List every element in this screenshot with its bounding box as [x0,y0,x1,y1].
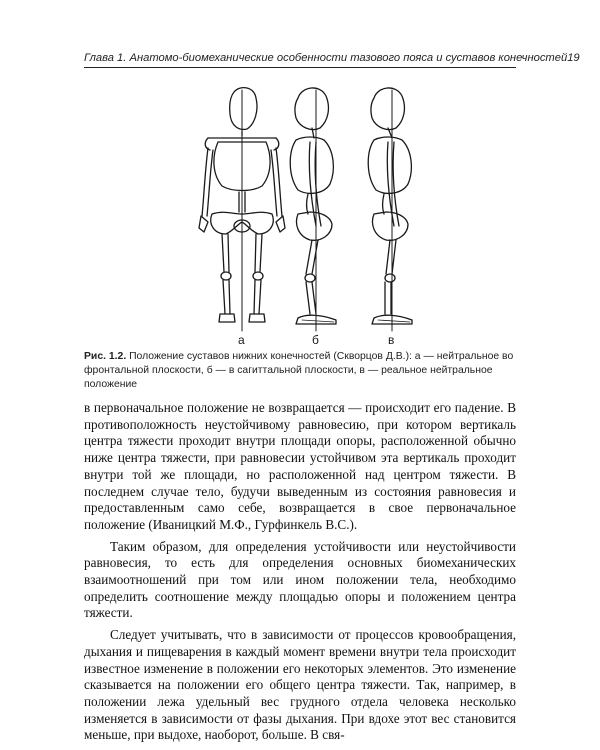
figure-label-b: б [312,333,319,347]
page-number: 19 [567,52,580,64]
running-head [84,52,580,68]
skeleton-frontal [199,88,285,331]
paragraph-3: Следует учитывать, что в зависимости от процессов кровообращения, дыхания и пищеварения в каждый момент времени внутри тела происходит известное изменение в положении его некоторых элементов. Это изменение сказывается на положении его общего центра тяжести. Так, например, в положении лежа удельный вес грудного отдела человека несколько изменяется в зависимости от фазы дыхания. При вдохе этот вес становится меньше, при выдохе, наоборот, больше. В свя- [84,627,516,743]
body-text [84,400,516,744]
paragraph-2: Таким образом, для определения устойчивости или неустойчивости равновесия, то есть для определения основных биомеханических взаимоотношений при том или ином положении тела, необходимо определить соотношение между площадью опоры и положением центра тяжести. [84,538,516,621]
caption-text: Положение суставов нижних конечностей (Скворцов Д.В.): а — нейтральное во фронтальной плоскости, б — в сагиттальной плоскости, в — реальное нейтральное положение [84,351,514,391]
skeleton-illustration [84,76,516,348]
figure-skeletons [84,76,516,348]
figure-caption [84,350,516,393]
figure-label-v: в [388,333,395,347]
running-title: Глава 1. Анатомо-биомеханические особенности тазового пояса и суставов конечностей [84,52,568,64]
skeleton-neutral [368,88,412,331]
figure-label-a: а [238,333,245,347]
caption-number: Рис. 1.2. [84,351,127,362]
skeleton-sagittal [290,88,336,331]
paragraph-1: в первоначальное положение не возвращается — происходит его падение. В противоположность неустойчивому равновесию, при котором вертикаль центра тяжести проходит внутри площади опоры, расположенной обычно ниже центра тяжести, при равновесии устойчивом эта вертикаль проходит внутри той же площади, но расположенной над центром тяжести. В последнем случае тело, будучи выведенным из состояния равновесия и предоставленным само себе, возвращается в свое первоначальное положение (Иваницкий М.Ф., Гурфинкель В.С.). [84,400,516,532]
